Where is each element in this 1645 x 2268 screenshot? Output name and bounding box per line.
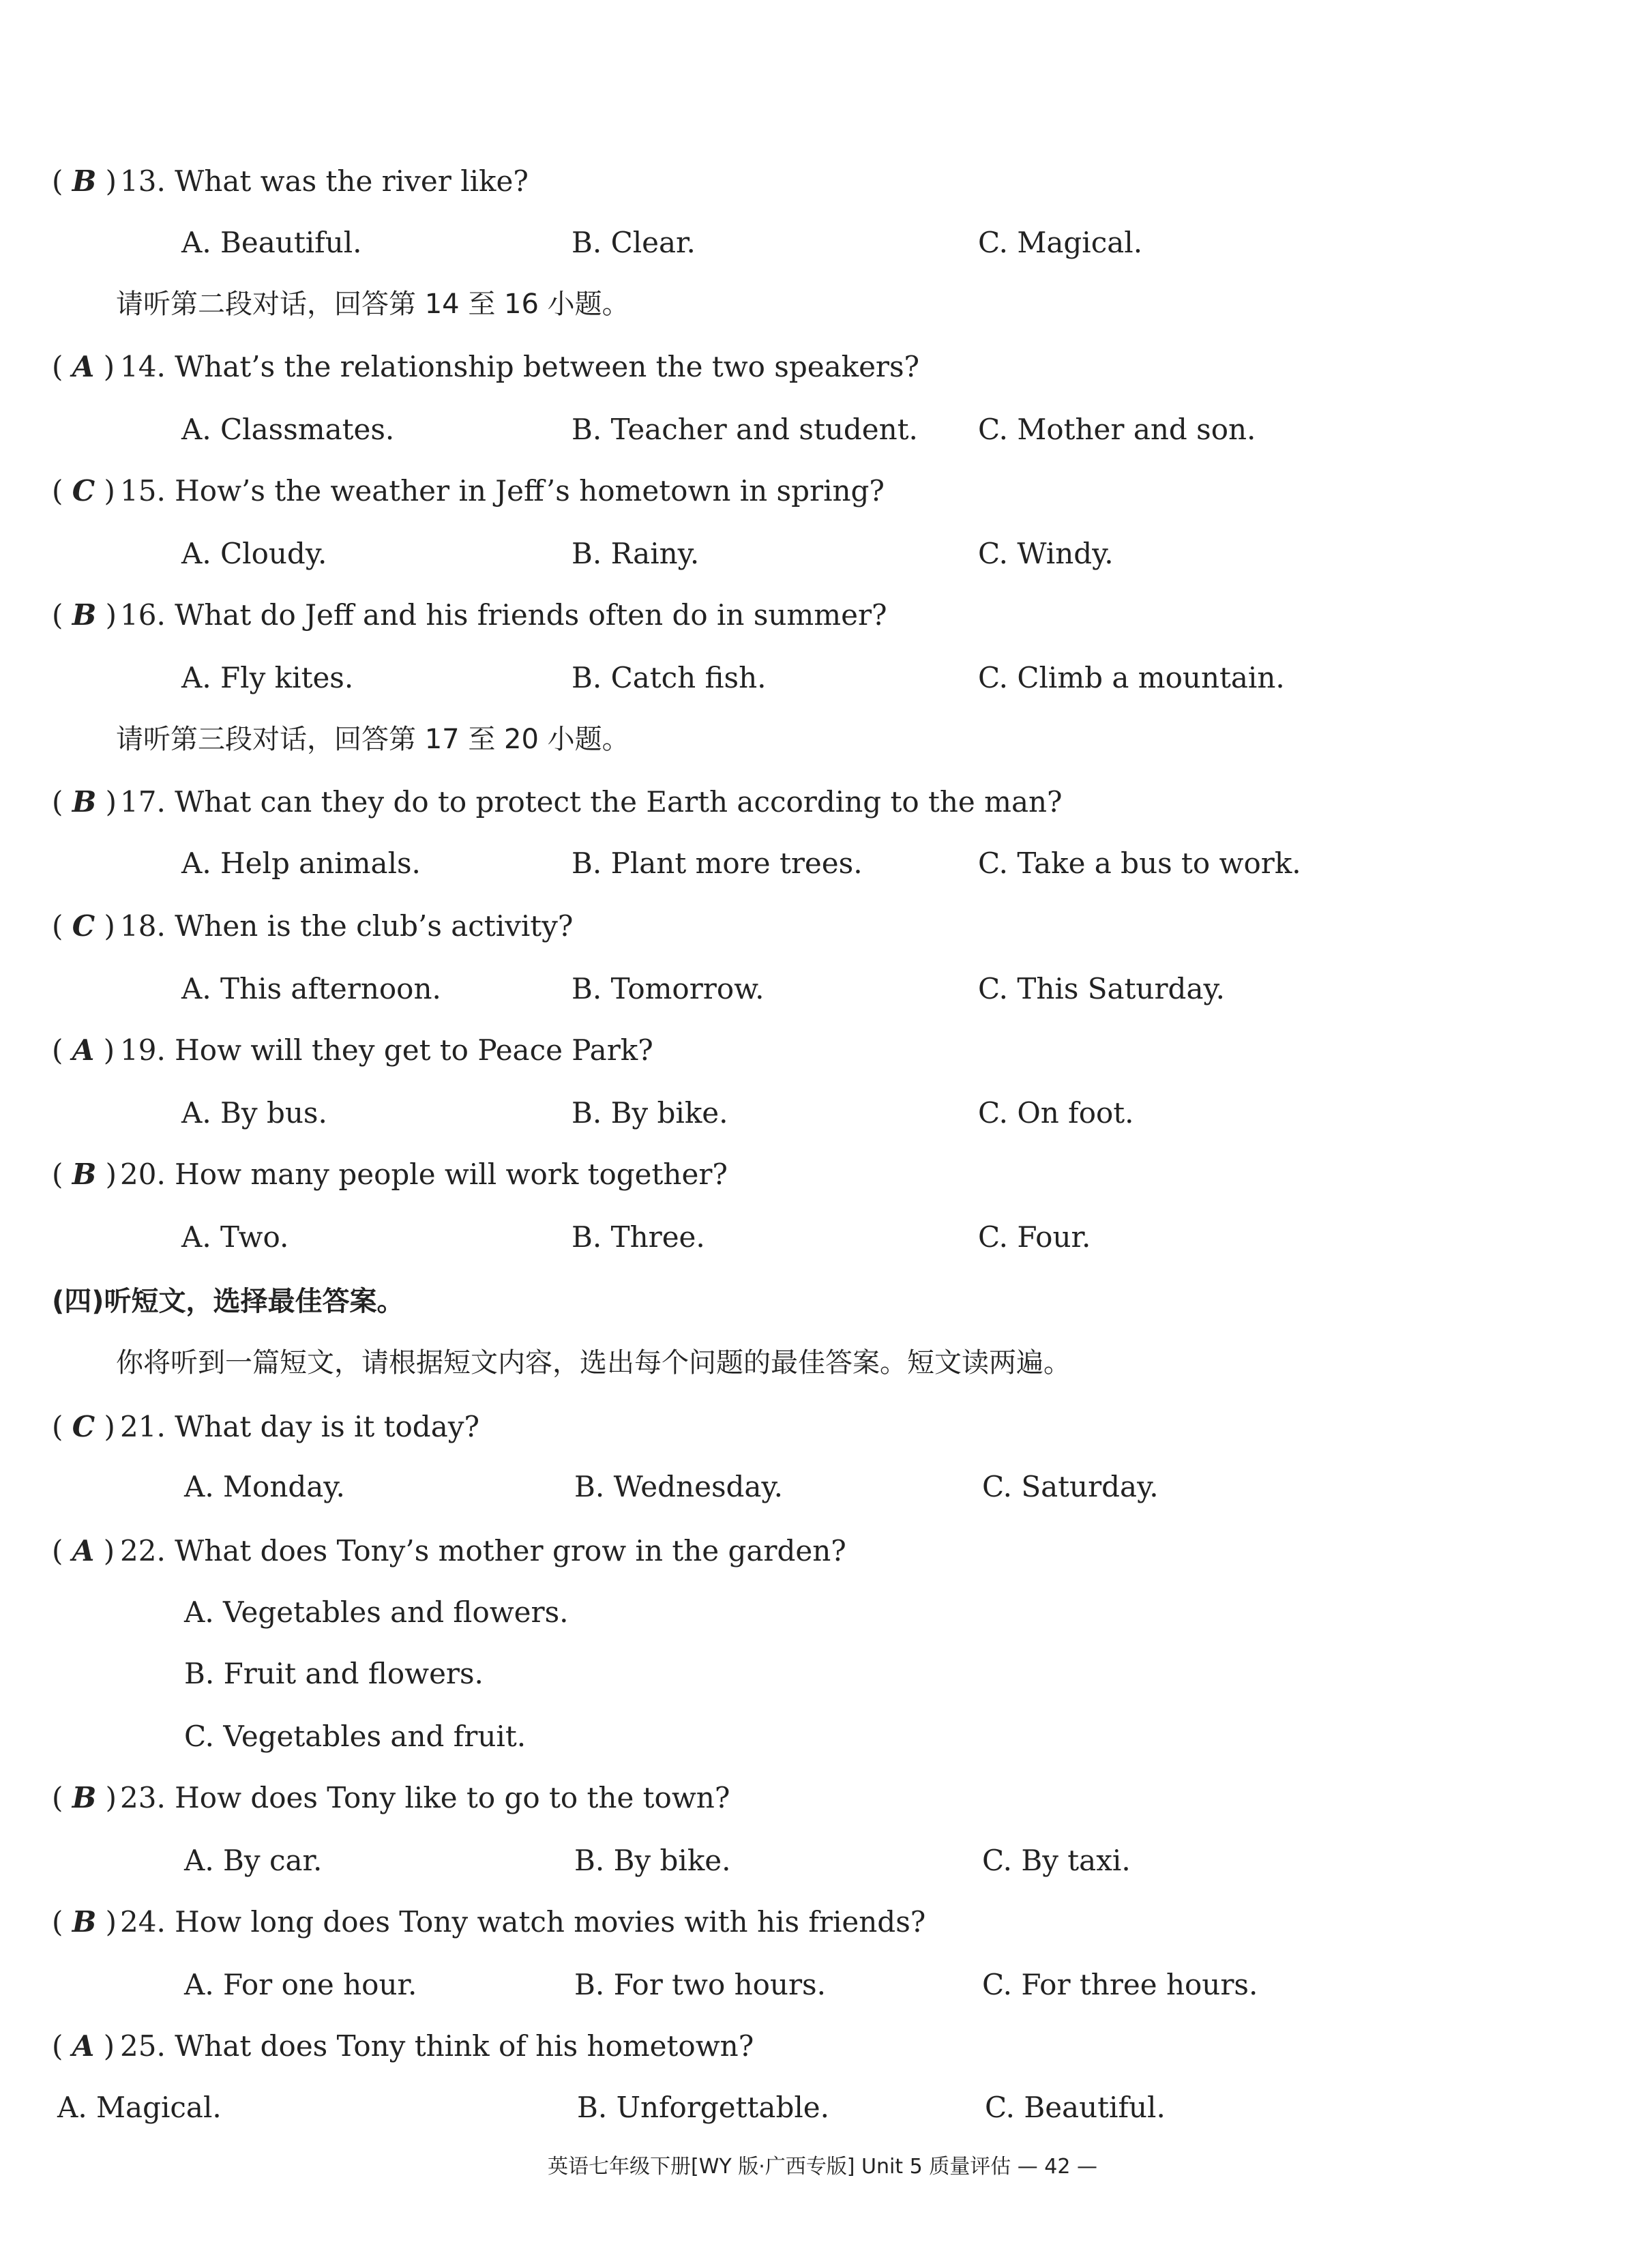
question-number: 17. bbox=[120, 785, 166, 819]
question-15 bbox=[52, 471, 885, 512]
option-b: B. Clear. bbox=[572, 226, 696, 259]
question-24 bbox=[52, 1902, 925, 1943]
option-b: B. Unforgettable. bbox=[577, 2091, 829, 2124]
option-c: C. By taxi. bbox=[982, 1844, 1131, 1877]
answer-bracket: ( B ) bbox=[52, 1905, 117, 1939]
option-a: A. For one hour. bbox=[184, 1968, 417, 2001]
question-13 bbox=[52, 161, 529, 202]
option-c: C. Take a bus to work. bbox=[978, 846, 1301, 880]
question-text: How many people will work together? bbox=[175, 1158, 728, 1191]
option-c: C. Beautiful. bbox=[985, 2091, 1166, 2124]
question-23 bbox=[52, 1778, 730, 1818]
question-text: What does Tony think of his hometown? bbox=[175, 2029, 754, 2063]
answer-bracket: ( A ) bbox=[52, 350, 115, 383]
option-a: A. Classmates. bbox=[181, 413, 395, 446]
question-number: 21. bbox=[120, 1410, 166, 1443]
option-a: A. Monday. bbox=[184, 1470, 345, 1503]
answer-letter: C bbox=[72, 1410, 95, 1443]
option-a: A. Cloudy. bbox=[181, 537, 327, 570]
answer-bracket: ( A ) bbox=[52, 1534, 115, 1567]
option-b: B. Plant more trees. bbox=[572, 846, 863, 880]
question-number: 24. bbox=[120, 1905, 166, 1939]
option-c: C. Vegetables and fruit. bbox=[184, 1720, 527, 1753]
option-b: B. Tomorrow. bbox=[572, 972, 765, 1005]
option-c: C. Saturday. bbox=[982, 1470, 1159, 1503]
answer-bracket: ( A ) bbox=[52, 2029, 115, 2063]
option-b: B. By bike. bbox=[572, 1096, 728, 1130]
option-a: A. Beautiful. bbox=[181, 226, 362, 259]
option-c: C. For three hours. bbox=[982, 1968, 1258, 2001]
answer-letter: B bbox=[72, 1905, 97, 1939]
option-a: A. This afternoon. bbox=[181, 972, 441, 1005]
question-text: How does Tony like to go to the town? bbox=[175, 1781, 730, 1814]
question-text: When is the club’s activity? bbox=[175, 909, 574, 943]
question-21 bbox=[52, 1407, 479, 1447]
question-number: 22. bbox=[120, 1534, 166, 1567]
option-b: B. By bike. bbox=[574, 1844, 731, 1877]
question-19 bbox=[52, 1030, 653, 1071]
answer-letter: A bbox=[72, 1534, 95, 1567]
answer-letter: B bbox=[72, 1781, 97, 1814]
question-number: 20. bbox=[120, 1158, 166, 1191]
option-c: C. Mother and son. bbox=[978, 413, 1256, 446]
answer-bracket: ( B ) bbox=[52, 1781, 117, 1814]
answer-letter: C bbox=[72, 909, 95, 943]
page-footer: 英语七年级下册[WY 版·广西专版] Unit 5 质量评估 — 42 — bbox=[547, 2155, 1097, 2179]
answer-bracket: ( B ) bbox=[52, 785, 117, 819]
option-c: C. On foot. bbox=[978, 1096, 1134, 1130]
option-c: C. Four. bbox=[978, 1220, 1091, 1254]
option-a: A. Two. bbox=[181, 1220, 289, 1254]
answer-letter: A bbox=[72, 350, 95, 383]
option-b: B. Teacher and student. bbox=[572, 413, 918, 446]
question-text: What day is it today? bbox=[175, 1410, 479, 1443]
answer-bracket: ( C ) bbox=[52, 909, 115, 943]
option-c: C. This Saturday. bbox=[978, 972, 1225, 1005]
answer-bracket: ( C ) bbox=[52, 474, 115, 507]
question-text: What was the river like? bbox=[175, 164, 529, 198]
option-c: C. Windy. bbox=[978, 537, 1114, 570]
answer-letter: B bbox=[72, 785, 97, 819]
option-b: B. Wednesday. bbox=[574, 1470, 783, 1503]
question-20 bbox=[52, 1154, 728, 1195]
question-16 bbox=[52, 595, 887, 636]
question-number: 19. bbox=[120, 1033, 166, 1067]
option-a: A. Vegetables and flowers. bbox=[184, 1595, 569, 1629]
option-c: C. Climb a mountain. bbox=[978, 661, 1285, 694]
question-25 bbox=[52, 2026, 754, 2067]
answer-letter: B bbox=[72, 164, 97, 198]
option-b: B. For two hours. bbox=[574, 1968, 826, 2001]
question-18 bbox=[52, 906, 573, 947]
dialog3-instruction: 请听第三段对话，回答第 17 至 20 小题。 bbox=[116, 724, 629, 755]
option-a: A. By bus. bbox=[181, 1096, 327, 1130]
section-4-title: (四)听短文，选择最佳答案。 bbox=[52, 1286, 404, 1317]
question-number: 13. bbox=[120, 164, 166, 198]
option-a: A. Help animals. bbox=[181, 846, 421, 880]
question-number: 18. bbox=[120, 909, 166, 943]
question-number: 25. bbox=[120, 2029, 166, 2063]
section-4-description: 你将听到一篇短文，请根据短文内容，选出每个问题的最佳答案。短文读两遍。 bbox=[116, 1347, 1071, 1379]
question-number: 16. bbox=[120, 598, 166, 632]
answer-bracket: ( C ) bbox=[52, 1410, 115, 1443]
question-text: How long does Tony watch movies with his friends? bbox=[175, 1905, 926, 1939]
option-b: B. Catch fish. bbox=[572, 661, 767, 694]
option-a: A. Fly kites. bbox=[181, 661, 354, 694]
option-b: B. Three. bbox=[572, 1220, 705, 1254]
question-text: What do Jeff and his friends often do in summer? bbox=[175, 598, 887, 632]
question-number: 23. bbox=[120, 1781, 166, 1814]
question-text: What does Tony’s mother grow in the garden? bbox=[175, 1534, 846, 1567]
question-17 bbox=[52, 782, 1063, 823]
question-text: What’s the relationship between the two speakers? bbox=[175, 350, 920, 383]
question-text: How will they get to Peace Park? bbox=[175, 1033, 653, 1067]
question-text: What can they do to protect the Earth according to the man? bbox=[175, 785, 1063, 819]
question-number: 14. bbox=[120, 350, 166, 383]
question-number: 15. bbox=[120, 474, 166, 507]
answer-bracket: ( B ) bbox=[52, 1158, 117, 1191]
answer-letter: B bbox=[72, 598, 97, 632]
answer-bracket: ( B ) bbox=[52, 164, 117, 198]
option-c: C. Magical. bbox=[978, 226, 1143, 259]
dialog2-instruction: 请听第二段对话，回答第 14 至 16 小题。 bbox=[116, 289, 629, 320]
question-22 bbox=[52, 1531, 846, 1572]
answer-letter: A bbox=[72, 1033, 95, 1067]
option-a: A. Magical. bbox=[57, 2091, 222, 2124]
question-14 bbox=[52, 347, 919, 387]
answer-bracket: ( A ) bbox=[52, 1033, 115, 1067]
answer-bracket: ( B ) bbox=[52, 598, 117, 632]
answer-letter: A bbox=[72, 2029, 95, 2063]
question-text: How’s the weather in Jeff’s hometown in spring? bbox=[175, 474, 885, 507]
option-b: B. Rainy. bbox=[572, 537, 700, 570]
answer-letter: C bbox=[72, 474, 95, 507]
option-b: B. Fruit and flowers. bbox=[184, 1657, 484, 1690]
answer-letter: B bbox=[72, 1158, 97, 1191]
option-a: A. By car. bbox=[184, 1844, 323, 1877]
